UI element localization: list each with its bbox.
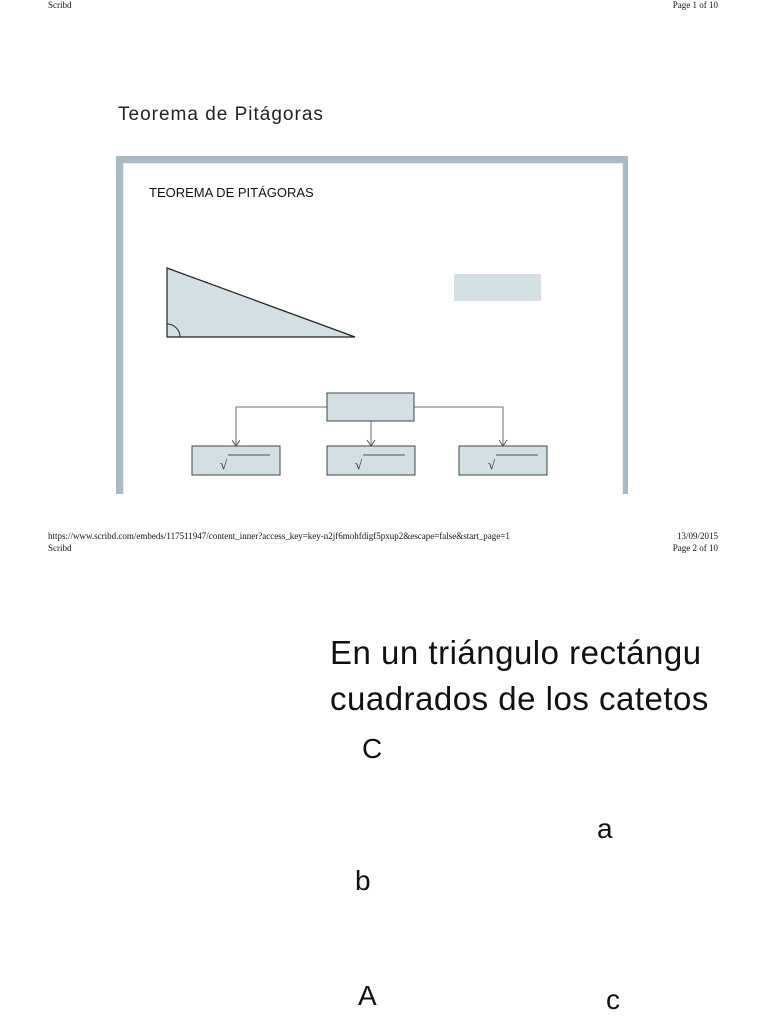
document-title: Teorema de Pitágoras (118, 104, 324, 125)
slide-diagram (124, 164, 622, 494)
right-triangle (167, 268, 355, 337)
page1-header-left: Scribd (48, 0, 72, 10)
side-label-b: b (355, 865, 371, 896)
page2-header-left: Scribd (48, 543, 72, 553)
slide-frame (116, 156, 628, 494)
side-label-a: a (597, 813, 613, 844)
formula-box-center (327, 446, 415, 475)
formula-box-left (192, 446, 280, 475)
page2-text-block (0, 620, 720, 730)
side-label-c: c (606, 984, 620, 1015)
formula-box (454, 274, 541, 301)
page1-footer-url[interactable]: https://www.scribd.com/embeds/117511947/content_inner?access_key=key-n2jf6mohfdigf5pxup2&escape=false&start_page=1 (48, 531, 510, 541)
sqrt-icon: √ (220, 457, 228, 472)
connector-right (414, 407, 503, 445)
body-line-1: En un triángulo rectángu (330, 634, 702, 671)
center-box (327, 393, 414, 421)
slide-title: TEOREMA DE PITÁGORAS (149, 185, 314, 200)
page2-header-right: Page 2 of 10 (672, 543, 718, 553)
sqrt-icon: √ (355, 457, 363, 472)
connector-left (236, 407, 327, 445)
formula-box-right (459, 446, 547, 475)
vertex-label-C: C (362, 733, 383, 764)
slide-content (123, 163, 623, 494)
page1-header-right: Page 1 of 10 (672, 0, 718, 10)
sqrt-icon: √ (488, 457, 496, 472)
page1-footer-date: 13/09/2015 (676, 531, 718, 541)
body-line-2: cuadrados de los catetos (330, 680, 709, 717)
vertex-label-A: A (358, 980, 377, 1011)
